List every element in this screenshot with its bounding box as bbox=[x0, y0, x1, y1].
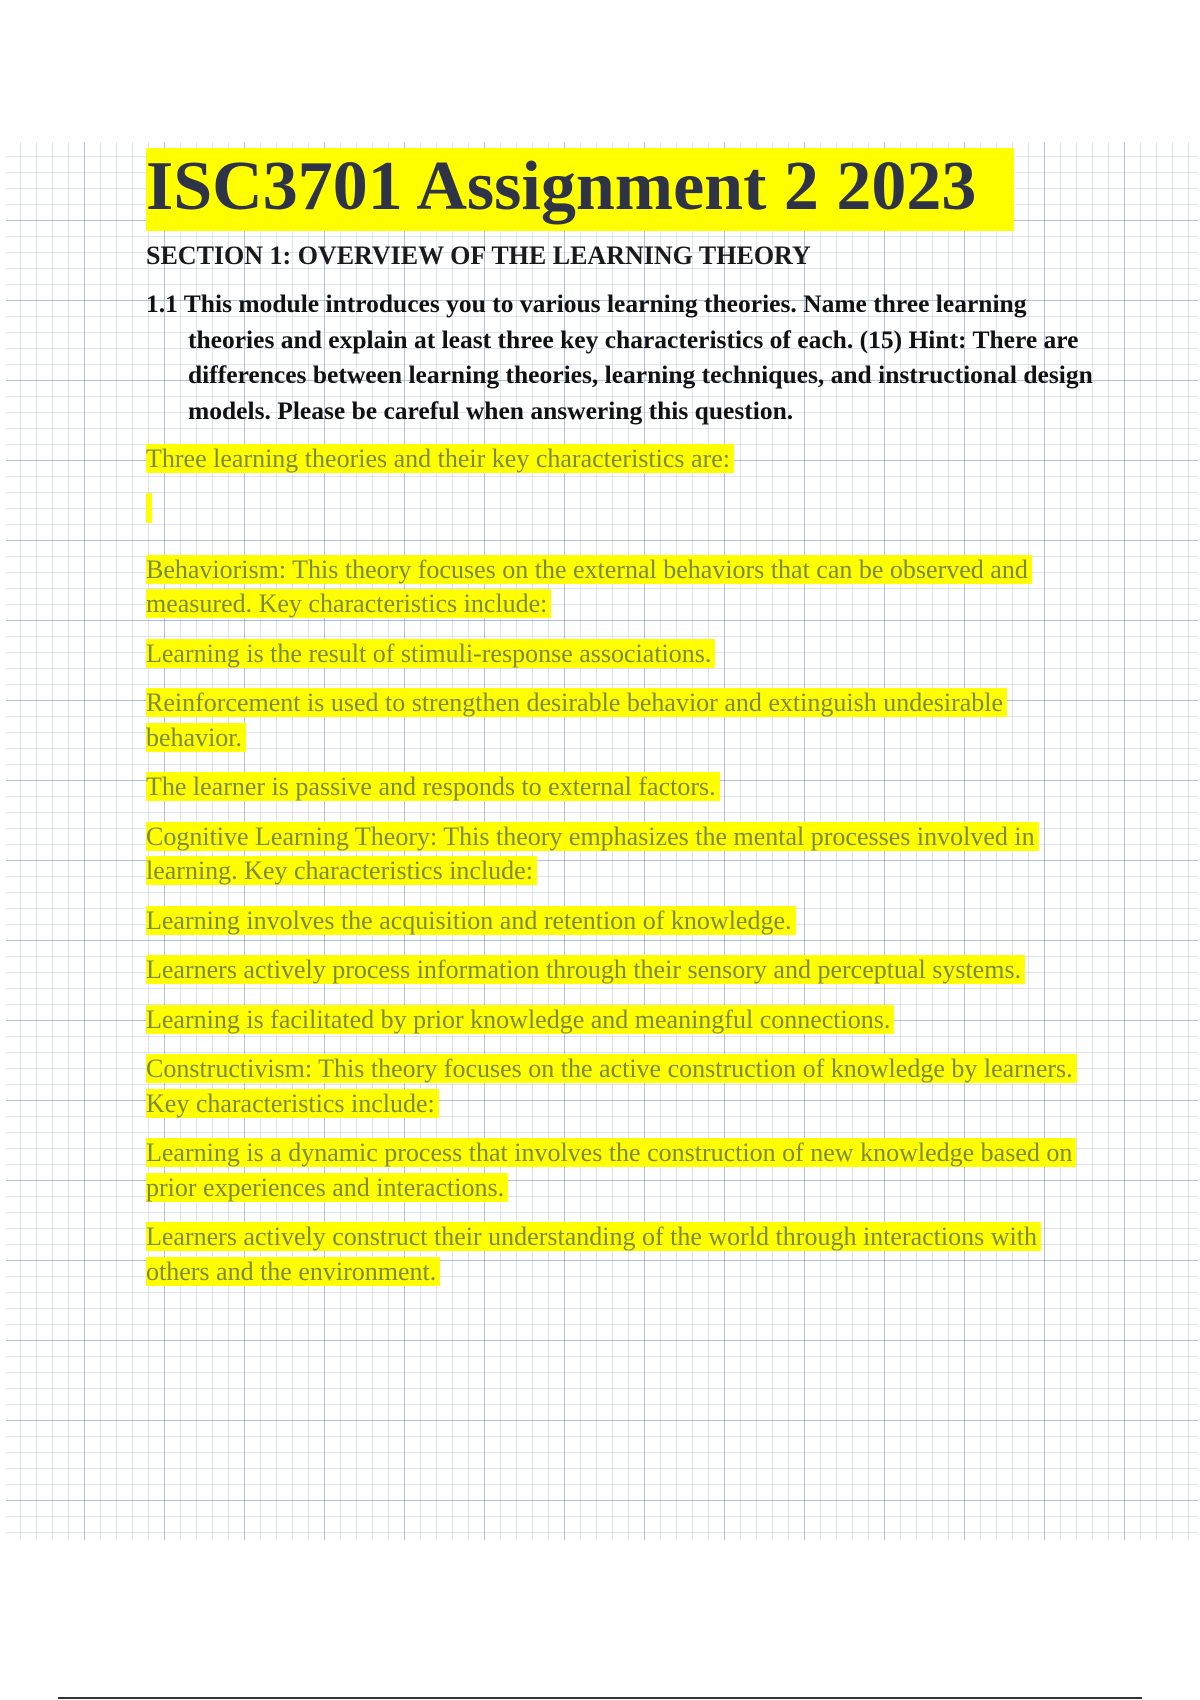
theory-cognitive bbox=[146, 820, 1106, 889]
title-highlight: ISC3701 Assignment 2 2023 bbox=[146, 148, 1014, 231]
answer-paragraph: Constructivism: This theory focuses on the active construction of knowledge by learners. Key characteristics include: bbox=[146, 1054, 1077, 1118]
answer-paragraph: Behaviorism: This theory focuses on the external behaviors that can be observed and measured. Key characteristics include: bbox=[146, 555, 1032, 619]
characteristic-item bbox=[146, 1220, 1106, 1289]
answer-paragraph: Cognitive Learning Theory: This theory emphasizes the mental processes involved in learning. Key characteristics include: bbox=[146, 822, 1039, 886]
answer-paragraph: Learning involves the acquisition and retention of knowledge. bbox=[146, 906, 796, 935]
question-text: 1.1 This module introduces you to various learning theories. Name three learning theories and explain at least three key characteristics of each. (15) Hint: There are differences between learning theories, learning techniques, and instructional design models. Please be careful when answering this question. bbox=[146, 289, 1093, 425]
characteristic-item bbox=[146, 904, 1106, 939]
characteristic-item bbox=[146, 1003, 1106, 1038]
section-heading: SECTION 1: OVERVIEW OF THE LEARNING THEORY bbox=[146, 241, 811, 270]
answer-paragraph: The learner is passive and responds to external factors. bbox=[146, 772, 720, 801]
page-bottom-rule bbox=[58, 1697, 1142, 1699]
answer-paragraph: Learning is a dynamic process that involves the construction of new knowledge based on prior experiences and interactions. bbox=[146, 1138, 1076, 1202]
characteristic-item bbox=[146, 637, 1106, 672]
answer-paragraph: Reinforcement is used to strengthen desirable behavior and extinguish undesirable behavior. bbox=[146, 688, 1007, 752]
answer-paragraph: Learning is facilitated by prior knowledge and meaningful connections. bbox=[146, 1005, 894, 1034]
answer-intro bbox=[146, 442, 1106, 477]
document-title bbox=[146, 150, 1106, 224]
characteristic-item bbox=[146, 1136, 1106, 1205]
text-cursor-highlight bbox=[146, 493, 152, 523]
answer-paragraph: Learning is the result of stimuli-response associations. bbox=[146, 639, 715, 668]
answer-intro-text: Three learning theories and their key characteristics are: bbox=[146, 444, 734, 473]
characteristic-item bbox=[146, 770, 1106, 805]
document-body bbox=[146, 150, 1106, 1289]
answer-paragraph: Learners actively process information through their sensory and perceptual systems. bbox=[146, 955, 1025, 984]
characteristic-item bbox=[146, 953, 1106, 988]
answer-paragraph: Learners actively construct their understanding of the world through interactions with others and the environment. bbox=[146, 1222, 1041, 1286]
characteristic-item bbox=[146, 686, 1106, 755]
theory-constructivism bbox=[146, 1052, 1106, 1121]
theory-behaviorism bbox=[146, 553, 1106, 622]
